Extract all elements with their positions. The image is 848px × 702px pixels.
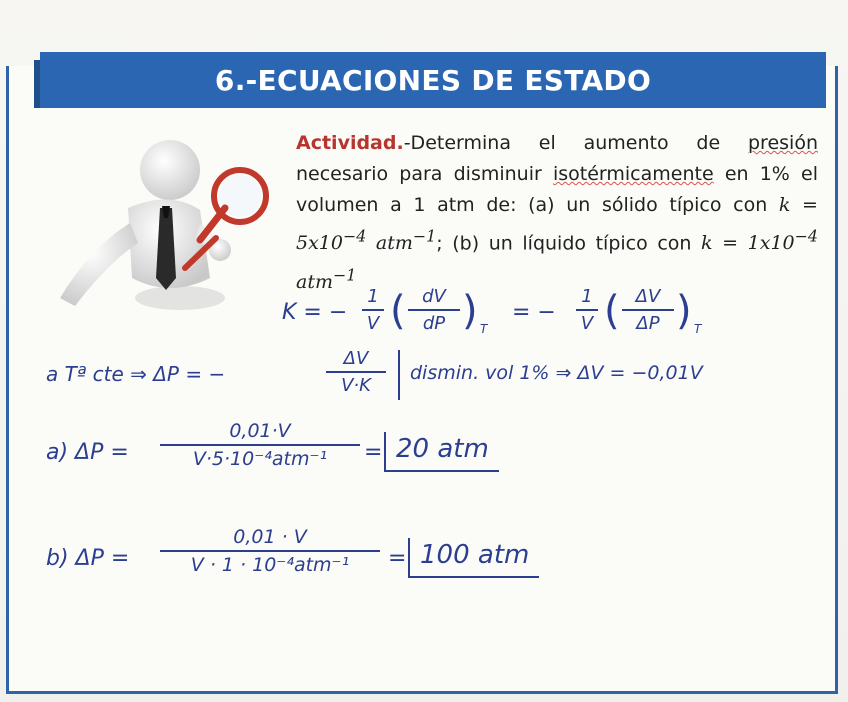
hw-equals-minus: = −	[512, 300, 556, 325]
hw-separator-bar	[398, 350, 400, 400]
hw-line2-prefix: a Tª cte ⇒ ΔP = −	[46, 362, 226, 386]
hw-part-b-result: 100 atm	[408, 538, 539, 578]
hw-subscript-t-1: T	[480, 322, 488, 336]
hw-part-a-label: a) ΔP =	[46, 440, 129, 465]
hw-part-a-fraction: 0,01·V V·5·10⁻⁴atm⁻¹	[160, 420, 360, 470]
hw-frac-dv-dp: dV dP	[408, 286, 460, 334]
activity-text-2: necesario para disminuir	[296, 163, 553, 185]
hw-part-a-result: 20 atm	[384, 432, 499, 472]
hw-paren-open-2: (	[604, 288, 620, 334]
k-value-liquid: $k = 1x10^{-4}$ atm$^{-1}$	[296, 227, 818, 293]
hw-paren-close-1: )	[462, 288, 478, 334]
hw-frac-1-over-v: 1 V	[362, 286, 384, 334]
hw-part-b-fraction: 0,01 · V V · 1 · 10⁻⁴atm⁻¹	[160, 526, 380, 576]
hw-line2-reduction: dismin. vol 1% ⇒ ΔV = −0,01V	[410, 362, 703, 384]
hw-k-lhs: K = −	[282, 300, 348, 325]
hw-frac-1-over-v-2: 1 V	[576, 286, 598, 334]
k-value-solid: $k = 5x10^{-4}$ atm$^{-1}$	[296, 194, 818, 255]
title-bar-shadow	[34, 60, 40, 108]
hw-part-a-equals: =	[364, 440, 383, 465]
activity-text-4: ; (b) un líquido típico con	[436, 232, 702, 255]
section-title: 6.-ECUACIONES DE ESTADO	[214, 63, 652, 97]
activity-label: Actividad.	[296, 132, 404, 154]
activity-word-isotermicamente: isotérmicamente	[552, 163, 714, 185]
section-title-bar	[40, 52, 826, 108]
hw-part-b-label: b) ΔP =	[46, 546, 130, 571]
activity-word-presion: presión	[748, 132, 818, 154]
hw-part-b-equals: =	[388, 546, 407, 571]
activity-statement	[296, 128, 818, 298]
activity-text-3: en 1% el volumen a 1 atm de: (a) un sólido típico con	[296, 163, 818, 216]
hw-frac-dv-over-vk: ΔV V·K	[326, 348, 386, 396]
hw-subscript-t-2: T	[694, 322, 702, 336]
hw-paren-open-1: (	[390, 288, 406, 334]
hw-paren-close-2: )	[676, 288, 692, 334]
hw-frac-dv-dp-delta: ΔV ΔP	[622, 286, 674, 334]
activity-text-1: -Determina el aumento de	[403, 132, 748, 154]
magnifier-man-illustration	[20, 128, 270, 328]
